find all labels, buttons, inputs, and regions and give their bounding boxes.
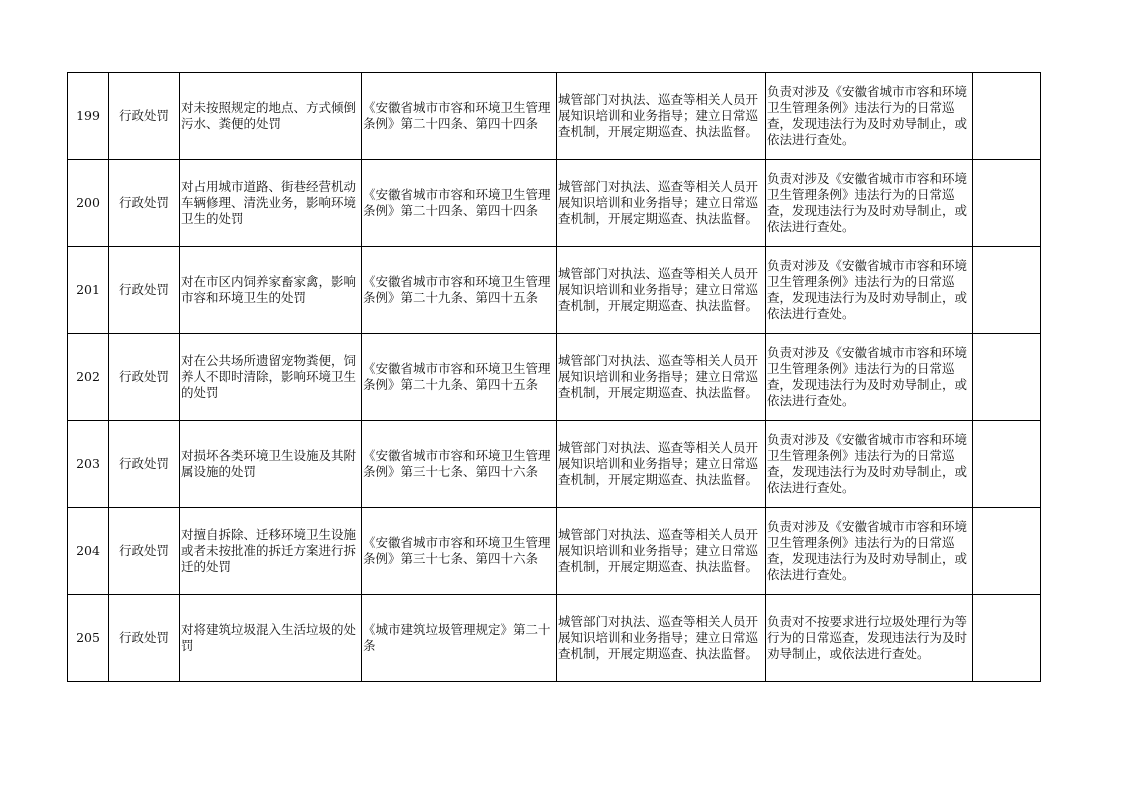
remark-cell (973, 334, 1041, 421)
power-type: 行政处罚 (109, 508, 180, 595)
street-responsibility: 负责对不按要求进行垃圾处理行为等行为的日常巡查，发现违法行为及时劝导制止，或依法进行查处。 (766, 595, 973, 682)
power-item: 对损坏各类环境卫生设施及其附属设施的处罚 (180, 421, 362, 508)
table-row (68, 73, 1041, 160)
power-type: 行政处罚 (109, 334, 180, 421)
remark-cell (973, 160, 1041, 247)
power-item: 对未按照规定的地点、方式倾倒污水、粪便的处罚 (180, 73, 362, 160)
remark-cell (973, 73, 1041, 160)
row-number: 200 (68, 160, 109, 247)
legal-basis: 《安徽省城市市容和环境卫生管理条例》第三十七条、第四十六条 (362, 508, 557, 595)
row-number: 201 (68, 247, 109, 334)
remark-cell (973, 508, 1041, 595)
power-type: 行政处罚 (109, 247, 180, 334)
supervision-duty: 城管部门对执法、巡查等相关人员开展知识培训和业务指导；建立日常巡查机制，开展定期巡查、执法监督。 (557, 160, 766, 247)
legal-basis: 《城市建筑垃圾管理规定》第二十条 (362, 595, 557, 682)
supervision-duty: 城管部门对执法、巡查等相关人员开展知识培训和业务指导；建立日常巡查机制，开展定期巡查、执法监督。 (557, 595, 766, 682)
row-number: 199 (68, 73, 109, 160)
street-responsibility: 负责对涉及《安徽省城市市容和环境卫生管理条例》违法行为的日常巡查，发现违法行为及时劝导制止，或依法进行查处。 (766, 160, 973, 247)
table-row (68, 421, 1041, 508)
supervision-duty: 城管部门对执法、巡查等相关人员开展知识培训和业务指导；建立日常巡查机制，开展定期巡查、执法监督。 (557, 73, 766, 160)
row-number: 203 (68, 421, 109, 508)
legal-basis: 《安徽省城市市容和环境卫生管理条例》第二十九条、第四十五条 (362, 334, 557, 421)
supervision-duty: 城管部门对执法、巡查等相关人员开展知识培训和业务指导；建立日常巡查机制，开展定期巡查、执法监督。 (557, 247, 766, 334)
remark-cell (973, 595, 1041, 682)
street-responsibility: 负责对涉及《安徽省城市市容和环境卫生管理条例》违法行为的日常巡查，发现违法行为及时劝导制止，或依法进行查处。 (766, 334, 973, 421)
street-responsibility: 负责对涉及《安徽省城市市容和环境卫生管理条例》违法行为的日常巡查，发现违法行为及时劝导制止，或依法进行查处。 (766, 73, 973, 160)
power-type: 行政处罚 (109, 73, 180, 160)
table-row (68, 334, 1041, 421)
table-row (68, 595, 1041, 682)
supervision-duty: 城管部门对执法、巡查等相关人员开展知识培训和业务指导；建立日常巡查机制，开展定期巡查、执法监督。 (557, 508, 766, 595)
legal-basis: 《安徽省城市市容和环境卫生管理条例》第二十四条、第四十四条 (362, 160, 557, 247)
supervision-duty: 城管部门对执法、巡查等相关人员开展知识培训和业务指导；建立日常巡查机制，开展定期巡查、执法监督。 (557, 334, 766, 421)
remark-cell (973, 247, 1041, 334)
row-number: 204 (68, 508, 109, 595)
power-list-table (67, 72, 1041, 682)
street-responsibility: 负责对涉及《安徽省城市市容和环境卫生管理条例》违法行为的日常巡查，发现违法行为及时劝导制止，或依法进行查处。 (766, 508, 973, 595)
supervision-duty: 城管部门对执法、巡查等相关人员开展知识培训和业务指导；建立日常巡查机制，开展定期巡查、执法监督。 (557, 421, 766, 508)
row-number: 202 (68, 334, 109, 421)
power-item: 对占用城市道路、街巷经营机动车辆修理、清洗业务，影响环境卫生的处罚 (180, 160, 362, 247)
legal-basis: 《安徽省城市市容和环境卫生管理条例》第三十七条、第四十六条 (362, 421, 557, 508)
row-number: 205 (68, 595, 109, 682)
remark-cell (973, 421, 1041, 508)
legal-basis: 《安徽省城市市容和环境卫生管理条例》第二十四条、第四十四条 (362, 73, 557, 160)
power-item: 对在公共场所遗留宠物粪便，饲养人不即时清除，影响环境卫生的处罚 (180, 334, 362, 421)
table-row (68, 247, 1041, 334)
power-item: 对将建筑垃圾混入生活垃圾的处罚 (180, 595, 362, 682)
table-row (68, 508, 1041, 595)
table-row (68, 160, 1041, 247)
legal-basis: 《安徽省城市市容和环境卫生管理条例》第二十九条、第四十五条 (362, 247, 557, 334)
street-responsibility: 负责对涉及《安徽省城市市容和环境卫生管理条例》违法行为的日常巡查，发现违法行为及时劝导制止，或依法进行查处。 (766, 247, 973, 334)
power-item: 对擅自拆除、迁移环境卫生设施或者未按批准的拆迁方案进行拆迁的处罚 (180, 508, 362, 595)
power-type: 行政处罚 (109, 421, 180, 508)
power-type: 行政处罚 (109, 160, 180, 247)
power-item: 对在市区内饲养家畜家禽，影响市容和环境卫生的处罚 (180, 247, 362, 334)
street-responsibility: 负责对涉及《安徽省城市市容和环境卫生管理条例》违法行为的日常巡查，发现违法行为及时劝导制止，或依法进行查处。 (766, 421, 973, 508)
power-type: 行政处罚 (109, 595, 180, 682)
